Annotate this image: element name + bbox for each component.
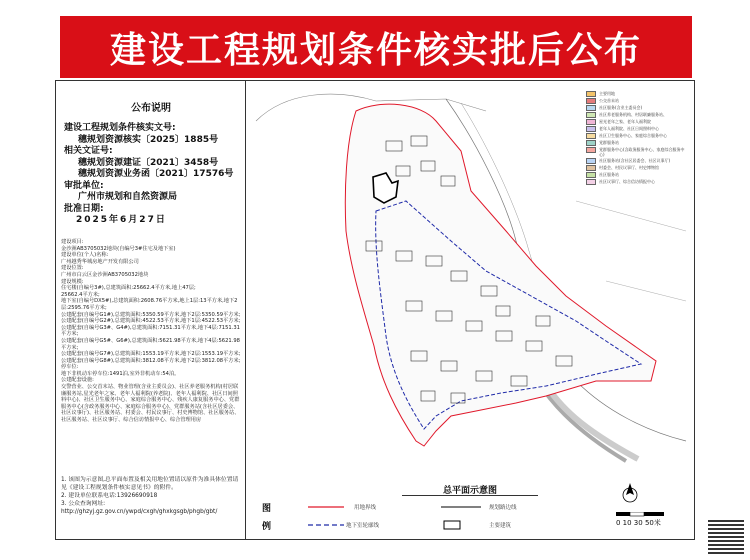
notice-block — [64, 123, 244, 227]
related-label: 相关文证号: — [64, 146, 113, 156]
building-swatch — [444, 521, 460, 529]
caption-underline — [402, 495, 538, 496]
legend-row — [586, 172, 690, 178]
legend-example-label: 例 — [262, 522, 272, 532]
legend-text: 党群服务中心(含政务服务中心、家庭综合服务中心) — [599, 147, 685, 157]
related-value-1: 穗规划资源建证〔2021〕3458号 — [78, 157, 219, 168]
site-plan — [246, 81, 694, 481]
footnote-line: 2. 建设单位联系电话:13926690918 — [61, 493, 158, 499]
detail-line: 建设位置: — [61, 265, 84, 272]
approver-label: 审批单位: — [64, 180, 104, 191]
banner — [0, 0, 750, 80]
legend-swatch — [586, 147, 596, 153]
legend-graphic-label: 图 — [262, 504, 272, 514]
legend-row — [586, 158, 690, 164]
detail-line: 地下非机动车停车位:1491泊,室外非机动车:54泊。 — [61, 370, 180, 377]
footnotes — [61, 476, 243, 516]
legend-text-building: 主要建筑 — [489, 523, 512, 529]
legend-text: 社区卫生服务中心、家庭综合服务中心 — [599, 133, 667, 138]
legend-row — [586, 165, 690, 171]
legend-row — [586, 119, 690, 125]
legend-text-road: 规划路边线 — [489, 505, 517, 511]
footnote-line: http://ghzyj.gz.gov.cn/ywpd/cxgh/ghxkgsgb/phgb/gbt/ — [61, 509, 218, 515]
legend-text-basement: 地下室轮廓线 — [346, 523, 380, 529]
legend-swatch — [586, 112, 596, 118]
legend-swatch — [586, 91, 596, 97]
legend-swatch — [586, 133, 596, 139]
detail-line: 公建配套(自编号G7#),总建筑面积:1553.19平方米,地下2层:1553.19平方米; — [61, 351, 241, 358]
detail-line: 25662.4平方米; — [61, 291, 100, 298]
related-value-2: 穗规划资源业务函〔2021〕17576号 — [78, 169, 234, 179]
legend-swatch — [586, 119, 596, 125]
legend-row — [586, 126, 690, 132]
legend-swatch — [586, 158, 596, 164]
legend-row — [586, 112, 690, 118]
footnote-line: 3. 公众查询网址: — [61, 501, 106, 507]
banner-title: 建设工程规划条件核实批后公布 — [109, 29, 642, 71]
scale-text: 0 10 30 50米 — [616, 519, 661, 527]
detail-line: 建设项目: — [61, 239, 84, 245]
plan-caption: 总平面示意图 — [442, 486, 497, 496]
qr-code-icon — [708, 518, 744, 554]
legend-row — [586, 147, 690, 157]
legend-row — [586, 105, 690, 111]
north-arrow — [622, 481, 638, 510]
doc-value: 穗规划资源核实〔2025〕1885号 — [78, 134, 219, 145]
terrain-line — [576, 201, 686, 231]
scale-bar — [616, 512, 686, 528]
detail-line: 建设单位(个人)名称: — [61, 252, 109, 259]
approver-value: 广州市规划和自然资源局 — [78, 192, 178, 202]
detail-line: 地下室(自编号DX5#),总建筑面积:2608.76平方米,地上1层:13平方米,地下2层:2595.76平方米; — [61, 298, 238, 311]
scale-bar-graphic — [616, 512, 686, 518]
legend-swatch — [586, 179, 596, 185]
legend-row — [586, 133, 690, 139]
detail-line: 交警营业、公交首末站、物业管理(含业主委员会)、社区养老服务机构(村居联廉服务站,星光老年之家、老年人福利院(养老院)、老年人福利院、社区日间照料中心)、社区卫生服务中心、家庭综合服务中心、残疾人康复服务中心、党群服务中心(含政务服务中心、家庭综合服务中心)、党群服务站(含社区居委会、社区议事厅)、社区服务站、村委会、村民议事厅、村史博物馆、社区服务站、社区服务站、社区议事厅、综合信访情报中心、综合管理用房 — [61, 384, 240, 424]
legend-text: 党群服务站 — [599, 140, 619, 145]
doc-label: 建设工程规划条件核实文号: — [64, 123, 176, 133]
legend-swatch — [586, 140, 596, 146]
left-panel — [56, 81, 246, 539]
detail-line: 建设规模: — [61, 278, 84, 285]
legend-text: 公交首末站 — [599, 98, 619, 103]
legend-swatch — [586, 126, 596, 132]
legend-text-boundary: 用地界线 — [354, 505, 377, 511]
legend-text: 社区服务站 — [599, 172, 619, 177]
terrain-line — [606, 281, 686, 301]
legend-swatch — [586, 165, 596, 171]
notice-sheet — [55, 80, 695, 540]
detail-line: 金沙洲AB3705032地块(自编号3#住宅及地下室) — [61, 245, 176, 252]
detail-line: 公建配套(自编号G3#、G4#),总建筑面积:7151.31平方米,地下4层:7151.31平方米; — [61, 324, 240, 338]
detail-line: 公建配套(自编号G8#),总建筑面积:3812.08平方米,地下2层:3812.08平方米; — [61, 357, 241, 364]
north-arrow-icon — [622, 481, 638, 507]
legend-text: 社区养老服务机构、村居联廉服务站、 — [599, 112, 667, 117]
legend-row — [586, 91, 690, 97]
legend-row — [586, 140, 690, 146]
legend-text: 主要用地 — [599, 91, 615, 96]
date-value: 2025年6月27日 — [76, 215, 167, 225]
date-label: 批准日期: — [64, 203, 104, 214]
legend-row — [586, 179, 690, 185]
legend-text: 社区服务站(含社区居委会、社区议事厅) — [599, 158, 671, 163]
detail-line: 公建配套设施: — [61, 377, 94, 384]
legend-text: 村委会、村民议事厅、村史博物馆 — [599, 165, 659, 170]
legend-swatch — [586, 98, 596, 104]
project-details — [61, 239, 241, 424]
legend-text: 老年人福利院、社区日间照料中心 — [599, 126, 659, 131]
detail-line: 广州越秀华城房地产开发有限公司 — [61, 258, 139, 265]
banner-box — [60, 16, 692, 78]
legend-text: 社区服务(含业主委员会) — [599, 105, 643, 110]
legend-text: 星光老年之家、老年人福利院 — [599, 119, 651, 124]
legend-swatch — [586, 105, 596, 111]
detail-line: 广州市白云区金沙洲AB3705032地块 — [61, 271, 149, 278]
notice-heading: 公布说明 — [131, 103, 171, 114]
top-legend — [586, 91, 690, 186]
legend-swatch — [586, 172, 596, 178]
detail-line: 住宅楼(自编号3#),总建筑面积:25662.4平方米,地上47层; — [61, 285, 196, 292]
detail-line: 公建配套(自编号G2#),总建筑面积:4522.53平方米,地下1层:4522.53平方米; — [61, 318, 241, 325]
detail-line: 公建配套(自编号G1#),总建筑面积:5350.59平方米,地下2层:5350.59平方米; — [61, 311, 241, 318]
detail-line: 公建配套(自编号G5#、G6#),总建筑面积:5621.98平方米,地下4层:5621.98平方米; — [61, 337, 240, 351]
legend-row — [586, 98, 690, 104]
detail-line: 停车位: — [61, 364, 79, 371]
footnote-line: 1. 该图为示意图,总平面布置及相关用地位置请以原件为准具体位置请见《建设工程规划条件核实意见书》的附件。 — [61, 477, 239, 491]
legend-text: 社区议事厅、综合信访情报中心 — [599, 179, 655, 184]
